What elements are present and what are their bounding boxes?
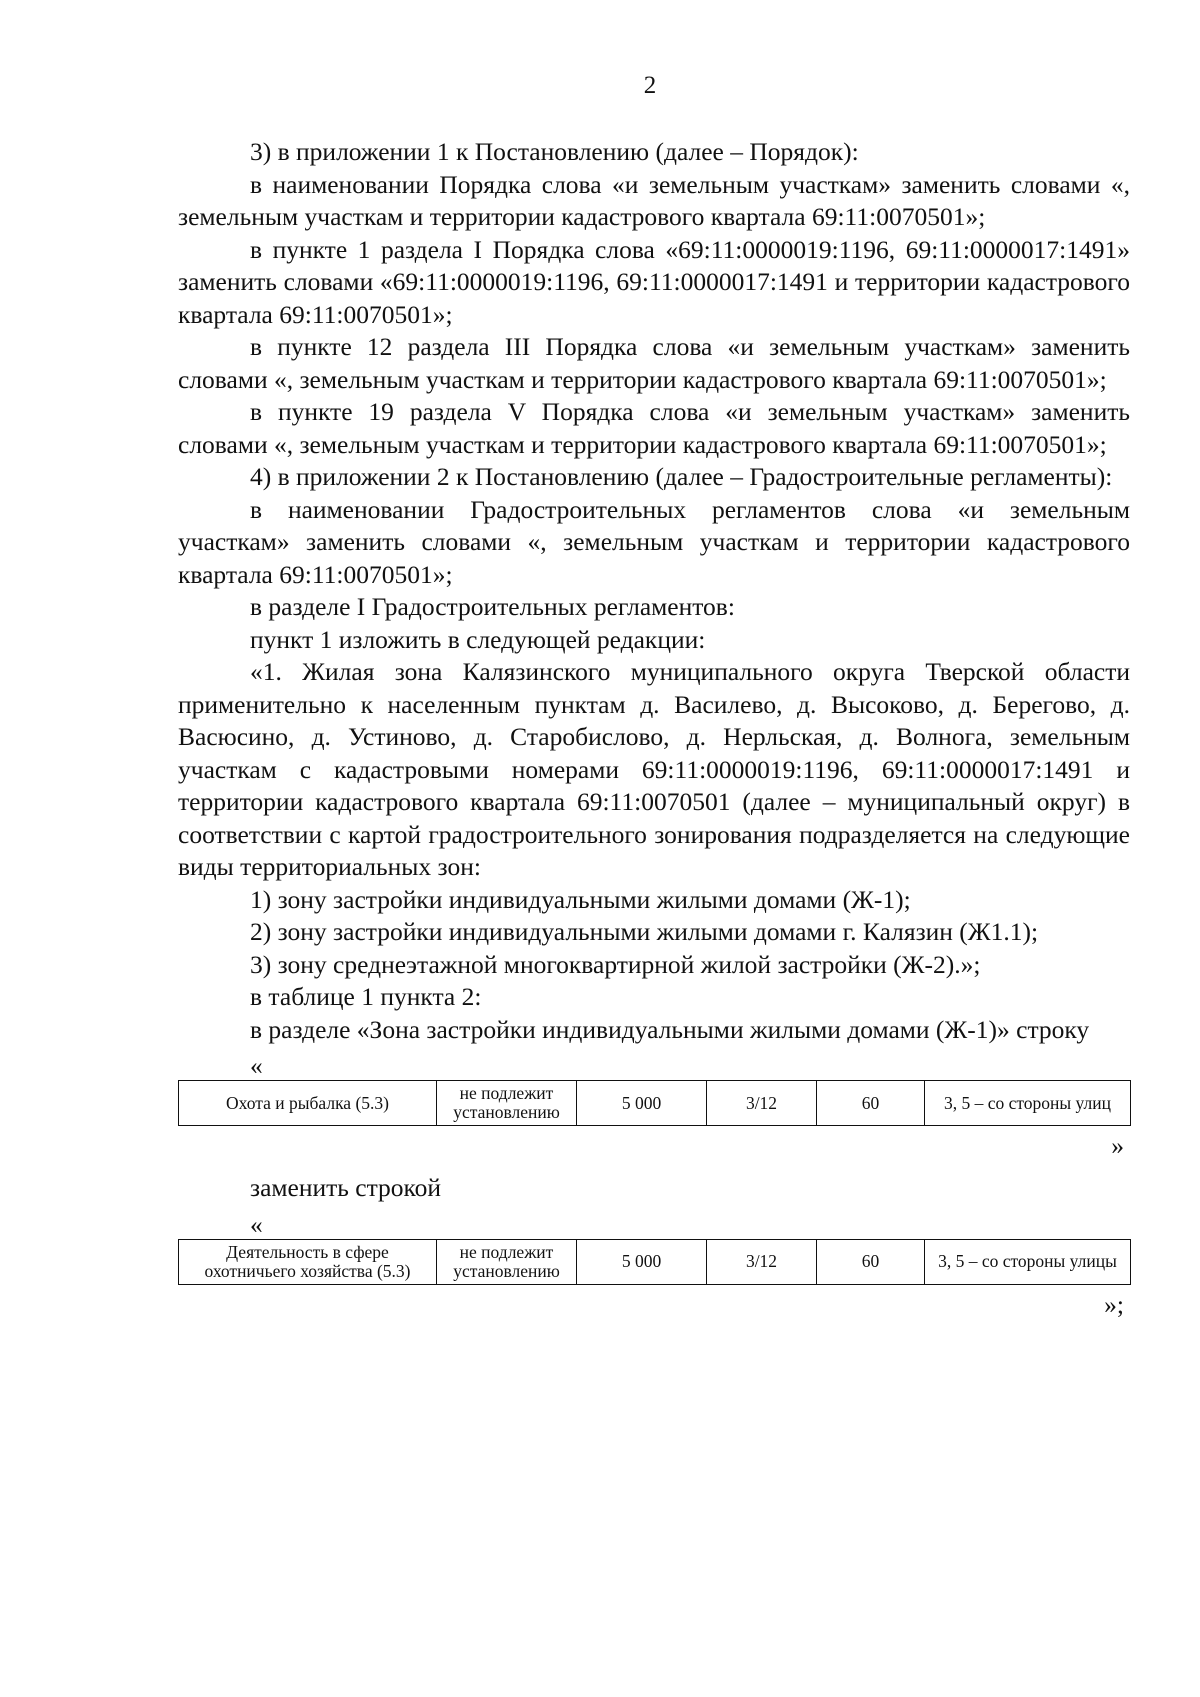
paragraph: в наименовании Порядка слова «и земельным участкам» заменить словами «, земельным участкам и территории кадастрового квартала 69:11:0070501»; [178, 169, 1130, 231]
table-cell: 5 000 [577, 1239, 707, 1284]
page-number: 2 [643, 72, 657, 99]
table-row [179, 1239, 1131, 1284]
paragraph: 4) в приложении 2 к Постановлению (далее – Градостроительные регламенты): [250, 462, 1113, 491]
table-cell: не подлежит установлению [437, 1081, 577, 1126]
paragraph: пункт 1 изложить в следующей редакции: [250, 624, 706, 654]
table-row [179, 1081, 1131, 1126]
table-old-row [178, 1080, 1131, 1126]
table-cell: 3/12 [707, 1081, 817, 1126]
paragraph: в разделе «Зона застройки индивидуальными жилыми домами (Ж-1)» строку [250, 1014, 1090, 1044]
paragraph: в наименовании Градостроительных регламентов слова «и земельным участкам» заменить словами «, земельным участкам и территории кадастрового квартала 69:11:0070501»; [178, 494, 1130, 589]
table-cell: Деятельность в сфере охотничьего хозяйства (5.3) [179, 1239, 437, 1284]
paragraph: в разделе I Градостроительных регламентов: [250, 592, 735, 621]
table-cell: 5 000 [577, 1081, 707, 1126]
table-cell: 3, 5 – со стороны улицы [925, 1239, 1131, 1284]
table-cell: 60 [817, 1081, 925, 1126]
paragraph: в пункте 1 раздела I Порядка слова «69:11:0000019:1196, 69:11:0000017:1491» заменить словами «69:11:0000019:1196, 69:11:0000017:1491 и территории кадастрового квартала 69:11:0070501»; [178, 234, 1130, 329]
document-body [178, 136, 1130, 1319]
replace-label: заменить строкой [250, 1173, 442, 1202]
paragraph: 3) зону среднеэтажной многоквартирной жилой застройки (Ж-2).»; [250, 949, 981, 979]
table-cell: 3/12 [707, 1239, 817, 1284]
open-quote: « [250, 1209, 263, 1239]
close-quote: »; [1104, 1289, 1124, 1319]
table-cell: Охота и рыбалка (5.3) [179, 1081, 437, 1126]
paragraph: «1. Жилая зона Калязинского муниципального округа Тверской области применительно к населенным пунктам д. Василево, д. Высоково, д. Берегово, д. Васюсино, д. Устиново, д. Старобислово, д. Нерльская, д. Волнога, земельным участкам с кадастровыми номерами 69:11:0000019:1196, 69:11:0000017:1491 и территории кадастрового квартала 69:11:0070501 (далее – муниципальный округ) в соответствии с картой градостроительного зонирования подразделяется на следующие виды территориальных зон: [178, 657, 1130, 881]
table-cell: не подлежит установлению [437, 1239, 577, 1284]
paragraph: в пункте 12 раздела III Порядка слова «и земельным участкам» заменить словами «, земельным участкам и территории кадастрового квартала 69:11:0070501»; [178, 332, 1130, 394]
paragraph: в таблице 1 пункта 2: [250, 982, 482, 1011]
close-quote: » [1111, 1131, 1124, 1160]
paragraph: в пункте 19 раздела V Порядка слова «и земельным участкам» заменить словами «, земельным участкам и территории кадастрового квартала 69:11:0070501»; [178, 397, 1130, 459]
paragraph: 3) в приложении 1 к Постановлению (далее – Порядок): [250, 137, 859, 166]
paragraph: 1) зону застройки индивидуальными жилыми домами (Ж-1); [250, 884, 911, 914]
table-new-row [178, 1239, 1131, 1285]
table-cell: 60 [817, 1239, 925, 1284]
paragraph: 2) зону застройки индивидуальными жилыми домами г. Калязин (Ж1.1); [250, 917, 1039, 946]
open-quote: « [250, 1051, 263, 1080]
table-cell: 3, 5 – со стороны улиц [925, 1081, 1131, 1126]
